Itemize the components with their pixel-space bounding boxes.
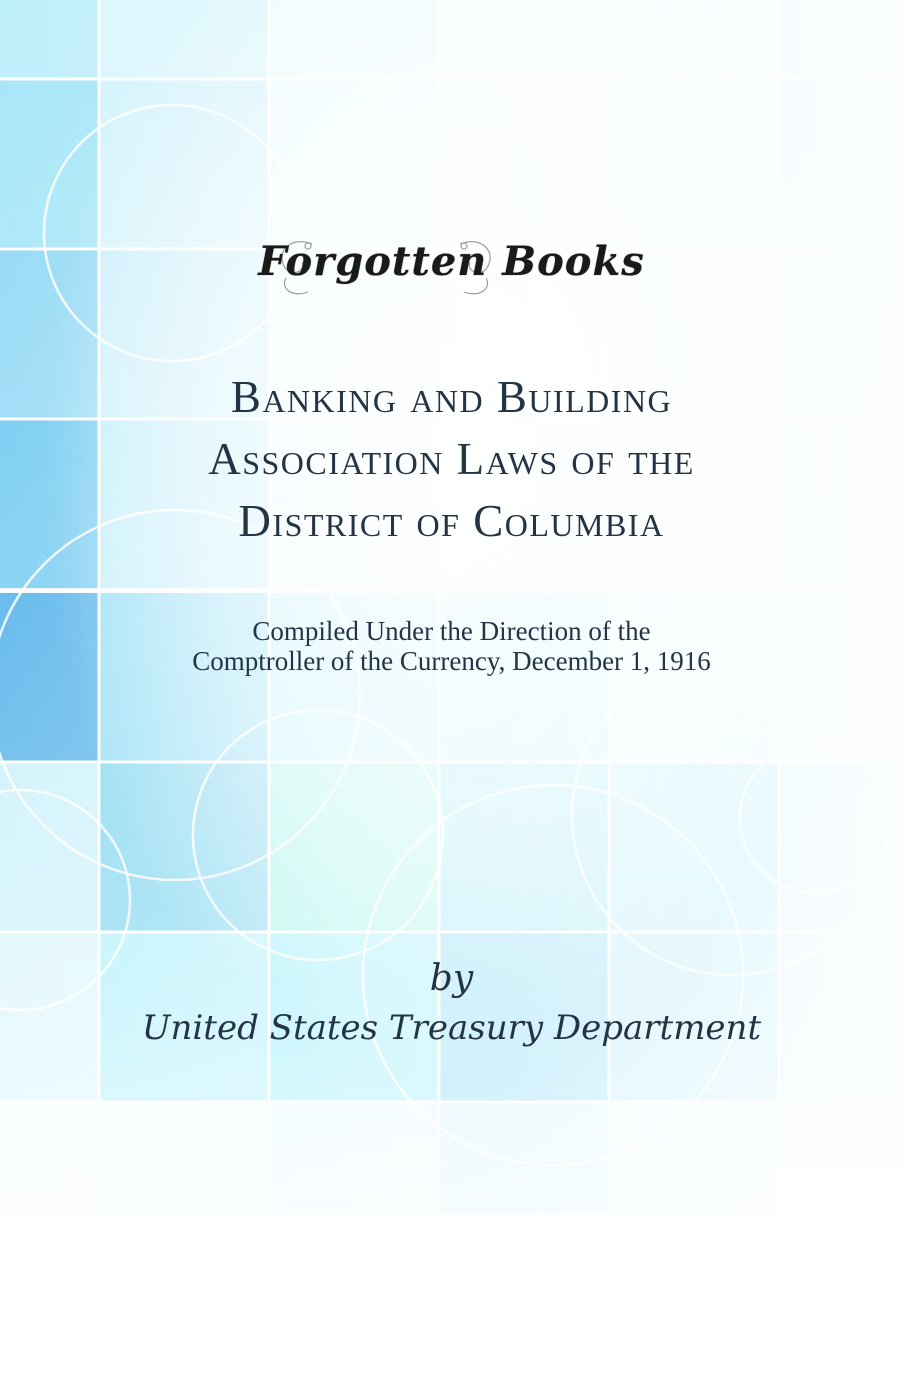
book-subtitle <box>60 616 843 676</box>
publisher-logo: Forgotten Books <box>258 238 645 285</box>
subtitle-line: Compiled Under the Direction of the <box>252 616 651 646</box>
title-line: Banking and Building <box>230 372 673 422</box>
author-name: United States Treasury Department <box>141 1008 762 1048</box>
by-label: by <box>429 958 474 999</box>
title-line: Association Laws of the <box>208 434 695 484</box>
title-line: District of Columbia <box>238 496 665 546</box>
book-title <box>60 366 843 552</box>
subtitle-line: Comptroller of the Currency, December 1, 1916 <box>192 646 711 676</box>
